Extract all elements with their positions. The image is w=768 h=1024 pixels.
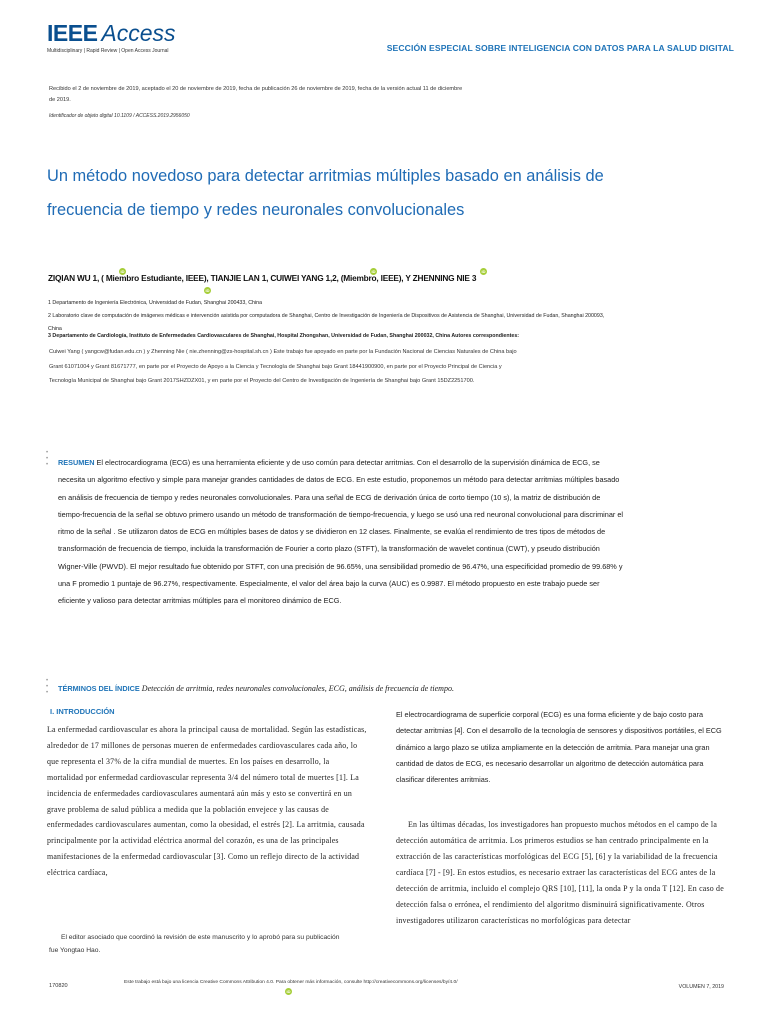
abstract bbox=[58, 454, 626, 610]
right-column bbox=[396, 707, 726, 929]
article-dates: Recibido el 2 de noviembre de 2019, aceptado el 20 de noviembre de 2019, fecha de publicación 26 de noviembre de 2019, fecha de la versión actual 11 de diciembre de 2019. bbox=[49, 86, 463, 103]
author-list: ZIQIAN WU 1, ( Miembro Estudiante, IEEE), TIANJIE LAN 1, CUIWEI YANG 1,2, (Miembro, IEEE), Y ZHENNING NIE 3 bbox=[48, 273, 477, 283]
special-section-header: SECCIÓN ESPECIAL SOBRE INTELIGENCIA CON DATOS PARA LA SALUD DIGITAL bbox=[386, 43, 734, 53]
correspondence-line-3: Tecnología Municipal de Shanghai bajo Grant 2017SHZDZX01, y en parte por el Proyecto del Centro de Investigación de Ingeniería de Shanghai bajo Grant 15DZ2251700. bbox=[49, 378, 475, 384]
abstract-text: El electrocardiograma (ECG) es una herramienta eficiente y de uso común para detectar arritmias. Con el desarrollo de la supervisión dinámica de ECG, se necesita un algoritmo efectivo y simple para manejar grandes cantidades de datos de ECG. En este estudio, proponemos un método para detectar arritmias múltiples basado en análisis de frecuencia de tiempo y redes neuronales convolucionales. Para una señal de ECG de derivación única de corto tiempo (10 s), la matriz de distribución de tiempo-frecuencia de la señal se obtuvo primero usando un método de transformación de tiempo-frecuencia, y luego se usó una red neuronal convolucional para discriminar el ritmo de la señal . Se utilizaron datos de ECG en múltiples bases de datos y se dividieron en 12 clases. Finalmente, se evalúa el rendimiento de tres tipos de métodos de transformación de frecuencia de tiempo, incluida la transformación de Fourier a corto plazo (STFT), la transformación de wavelet continua (CWT), y pseudo distribución Wigner-Ville (PWVD). El mejor resultado fue obtenido por STFT, con una precisión de 96.65%, una sensibilidad promedio de 96.47%, una especificidad promedio de 99.68% y una F promedio 1 puntaje de 96.27%, respectivamente. Especialmente, el valor del área bajo la curva (AUC) es 0.9987. El método propuesto en este trabajo puede ser eficiente y valioso para detectar arritmias múltiples para el monitoreo dinámico de ECG. bbox=[58, 458, 624, 606]
doi: Identificador de objeto digital 10.1109 / ACCESS.2019.2956050 bbox=[49, 113, 190, 119]
journal-name-ieee: IEEE bbox=[47, 20, 98, 46]
intro-paragraph-right-1: El electrocardiograma de superficie corporal (ECG) es una forma eficiente y de bajo costo para detectar arritmias [4]. Con el desarrollo de la tecnología de sensores y dispositivos portátiles, el ECG dinámico a largo plazo se utiliza ampliamente en la detección de arritmia. Para manejar una gran cantidad de datos de ECG, es necesario desarrollar un algoritmo de detección automática para clasificar diferentes arritmias. bbox=[396, 710, 722, 785]
affiliation-3: 3 Departamento de Cardiología, Instituto de Enfermedades Cardiovasculares de Shanghai, Hospital Zhongshan, Universidad de Fudan, Shanghai 200032, China Autores correspondientes: bbox=[48, 333, 520, 339]
footer-page-id: 170820 bbox=[49, 983, 68, 989]
index-terms-text: Detección de arritmia, redes neuronales convolucionales, ECG, análisis de frecuencia de tiempo. bbox=[141, 684, 454, 693]
correspondence-line-2: Grant 61071004 y Grant 81671777, en parte por el Proyecto de Apoyo a la Ciencia y Tecnología de Shanghai bajo Grant 18441900900, en parte por el Proyecto Principal de Ciencia y bbox=[49, 364, 502, 370]
index-terms bbox=[58, 684, 454, 693]
intro-paragraph-left: La enfermedad cardiovascular es ahora la principal causa de mortalidad. Según las estadísticas, alrededor de 17 millones de personas mueren de enfermedades cardiovasculares cada año, lo que representa el 37% de la cifra mundial de muertes. En los países en desarrollo, la mortalidad por enfermedad cardiovascular representa 3/4 del número total de muertes [1]. La incidencia de enfermedades cardiovasculares aumentará aún más y esto se convertirá en un grave problema de salud pública a medida que la población envejece y las causas de enfermedades cardiovasculares aumentan, como la obesidad, el estrés [2]. La arritmia, causada principalmente por la actividad eléctrica anormal del corazón, es una de las principales manifestaciones de la enfermedad cardiovascular [3]. Como un reflejo directo de la actividad eléctrica cardíaca, bbox=[47, 725, 367, 878]
footer-volume: VOLUMEN 7, 2019 bbox=[678, 984, 724, 990]
orcid-icon[interactable]: iD bbox=[286, 989, 291, 994]
index-terms-label: TÉRMINOS DEL ÍNDICE bbox=[58, 684, 140, 693]
affiliation-2-country: China bbox=[48, 326, 62, 332]
correspondence-line-1: Cuiwei Yang ( yangcw@fudan.edu.cn ) y Zhenning Nie ( nie.zhenning@zs-hospital.sh.cn ) Este trabajo fue apoyado en parte por la Fundación Nacional de Ciencias Naturales de China bajo bbox=[49, 349, 517, 355]
affiliation-2: 2 Laboratorio clave de computación de imágenes médicas e intervención asistida por computadora de Shanghai, Centro de Investigación de Ingeniería de Dispositivos de Asistencia de Shanghai, Universidad de Fudan, Shanghai 200093, bbox=[48, 313, 605, 319]
editor-note: El editor asociado que coordinó la revisión de este manuscrito y lo aprobó para su publicación fue Yongtao Hao. bbox=[49, 934, 340, 954]
orcid-icon[interactable]: iD bbox=[371, 269, 376, 274]
journal-tagline: Multidisciplinary | Rapid Review | Open Access Journal bbox=[47, 48, 169, 54]
affiliation-1: 1 Departamento de Ingeniería Electrónica, Universidad de Fudan, Shanghai 200433, China bbox=[48, 300, 263, 306]
footer-license[interactable]: Este trabajo está bajo una licencia Creative Commons Attribution 4.0. Para obtener más información, consulte http://creativecommons.org/licenses/by/4.0/ bbox=[124, 980, 458, 985]
section-dots-icon: • • • bbox=[46, 450, 49, 468]
intro-paragraph-right-2: En las últimas décadas, los investigadores han propuesto muchos métodos en el campo de la detección automática de arritmia. Los primeros estudios se han centrado principalmente en la extracción de las características morfológicas del ECG [5], [6] y la variabilidad de la frecuencia cardíaca [7] - [9]. En estos estudios, es necesario extraer las características del ECG antes de la detección de arritmia, incluido el complejo QRS [10], [11], la onda P y la onda T [12]. En caso de detección falsa o errónea, el rendimiento del algoritmo disminuirá significativamente. Otros investigadores utilizaron características no morfológicas para detectar bbox=[396, 820, 724, 925]
orcid-icon[interactable]: iD bbox=[120, 269, 125, 274]
section-dots-icon: • • • bbox=[46, 678, 49, 696]
journal-name-access: Access bbox=[101, 20, 176, 46]
section-heading-introduccion: I. INTRODUCCIÓN bbox=[50, 707, 115, 716]
orcid-icon[interactable]: iD bbox=[205, 288, 210, 293]
abstract-label: RESUMEN bbox=[58, 458, 95, 467]
article-title: Un método novedoso para detectar arritmias múltiples basado en análisis de frecuencia de tiempo y redes neuronales convolucionales bbox=[47, 167, 604, 219]
orcid-icon[interactable]: iD bbox=[481, 269, 486, 274]
left-column bbox=[47, 707, 367, 881]
journal-logo bbox=[47, 22, 176, 54]
